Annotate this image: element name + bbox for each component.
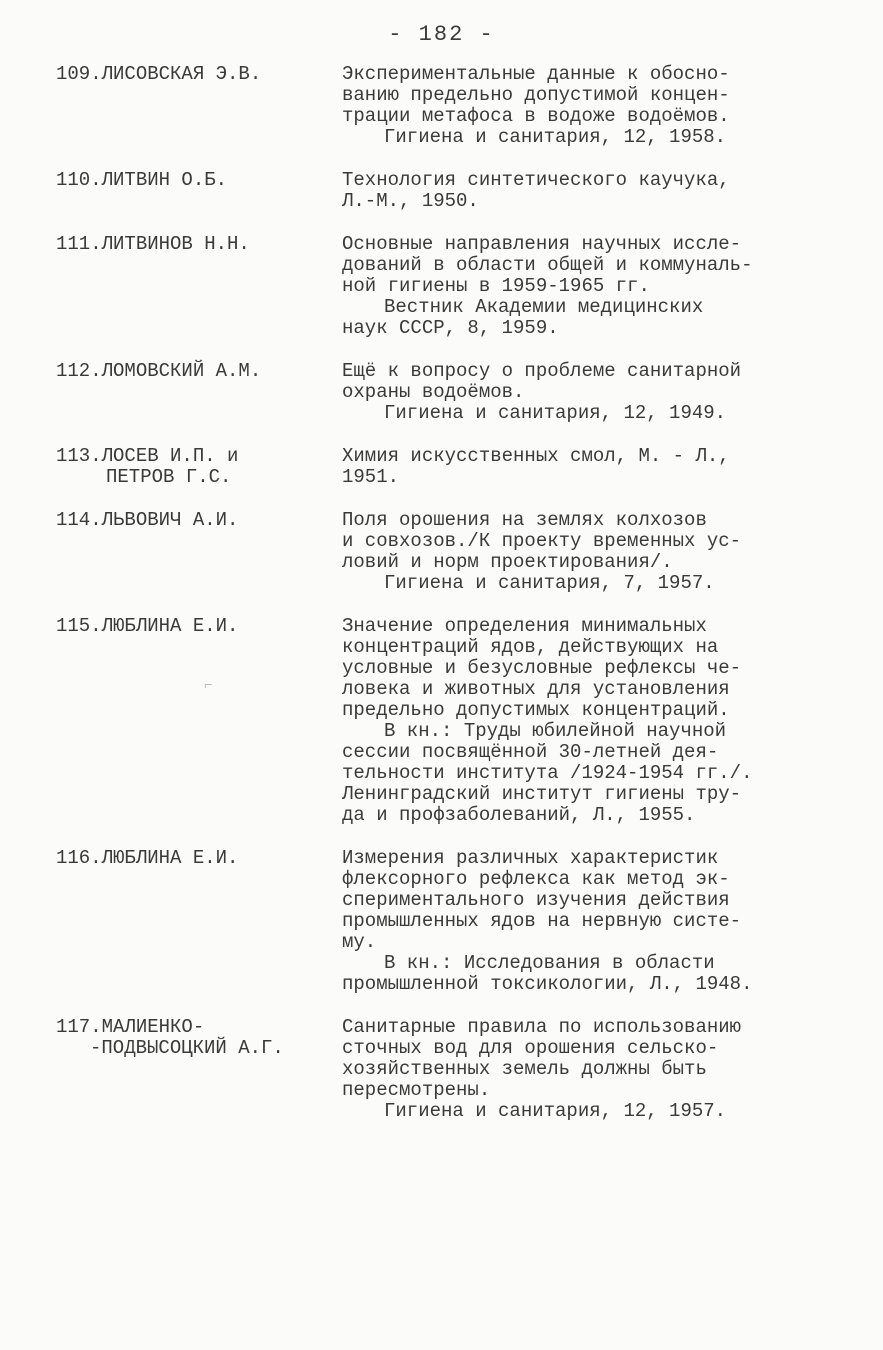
bibliography-entry (56, 1017, 846, 1122)
entry-author-line (56, 234, 342, 255)
entry-author-name: ЛИТВИН О.Б. (101, 169, 228, 191)
entry-title-line: ловий и норм проектирования/. (342, 551, 673, 573)
entry-author (56, 1017, 342, 1122)
entry-title-line: му. (342, 931, 377, 953)
entry-source-line: промышленной токсикологии, Л., 1948. (342, 973, 753, 995)
entry-title-line: Химия искусственных смол, М. - Л., (342, 445, 730, 467)
entry-author-name: МАЛИЕНКО- (101, 1016, 205, 1038)
bibliography-entry (56, 616, 846, 826)
entry-title-line: предельно допустимых концентраций. (342, 699, 730, 721)
entry-author-name: ЛЮБЛИНА Е.И. (101, 615, 239, 637)
entry-author-line (56, 510, 342, 531)
entry-source-line: Вестник Академии медицинских (384, 296, 704, 318)
entry-author-name: ЛЬВОВИЧ А.И. (101, 509, 239, 531)
entry-body (342, 1017, 846, 1122)
smudge-mark: ⌐ (204, 678, 213, 694)
entry-author (56, 170, 342, 212)
entry-body (342, 616, 846, 826)
entry-source-line: Гигиена и санитария, 12, 1949. (384, 402, 727, 424)
entry-author (56, 361, 342, 424)
entry-title-line: ной гигиены в 1959-1965 гг. (342, 275, 650, 297)
page-number: - 182 - (388, 22, 495, 47)
entry-author-line (56, 446, 342, 467)
entry-title-line: Экспериментальные данные к обосно- (342, 63, 730, 85)
entry-author-line (56, 170, 342, 191)
entry-number: 115. (56, 615, 102, 637)
entry-number: 111. (56, 233, 102, 255)
entry-title-line: охраны водоёмов. (342, 381, 525, 403)
entry-source-line: наук СССР, 8, 1959. (342, 317, 559, 339)
entry-author (56, 616, 342, 826)
entry-source-line: да и профзаболеваний, Л., 1955. (342, 804, 696, 826)
entry-title-line: Технология синтетического каучука, (342, 169, 730, 191)
entry-number: 114. (56, 509, 102, 531)
entry-author (56, 510, 342, 594)
entry-author-name: ЛОСЕВ И.П. и (101, 445, 239, 467)
entry-number: 116. (56, 847, 102, 869)
entry-author-name: ЛЮБЛИНА Е.И. (101, 847, 239, 869)
entry-author-line (56, 1017, 342, 1038)
bibliography-entry (56, 446, 846, 488)
entry-title-line: Поля орошения на землях колхозов (342, 509, 707, 531)
entry-title-line: условные и безусловные рефлексы че- (342, 657, 742, 679)
entry-body (342, 170, 846, 212)
entry-author-continuation: ПЕТРОВ Г.С. (106, 466, 232, 488)
entry-body (342, 234, 846, 339)
entry-body (342, 848, 846, 995)
entry-title-line: сточных вод для орошения сельско- (342, 1037, 719, 1059)
bibliography-entry (56, 170, 846, 212)
entry-title-line: Санитарные правила по использованию (342, 1016, 742, 1038)
entry-author-line (56, 616, 342, 637)
entry-author (56, 234, 342, 339)
bibliography-entry (56, 64, 846, 148)
entry-body (342, 64, 846, 148)
entry-title-line: промышленных ядов на нервную систе- (342, 910, 742, 932)
entry-title-line: Л.-М., 1950. (342, 190, 479, 212)
entry-title-line: ловека и животных для установления (342, 678, 730, 700)
entry-number: 113. (56, 445, 102, 467)
entry-author-line (56, 361, 342, 382)
entry-title-line: пересмотрены. (342, 1079, 491, 1101)
entry-body (342, 361, 846, 424)
bibliography-entry (56, 361, 846, 424)
entry-title-line: Основные направления научных иссле- (342, 233, 742, 255)
entry-author-continuation: -ПОДВЫСОЦКИЙ А.Г. (90, 1037, 284, 1059)
entry-title-line: Ещё к вопросу о проблеме санитарной (342, 360, 742, 382)
entry-title-line: трации метафоса в водоже водоёмов. (342, 105, 730, 127)
bibliography-entry (56, 234, 846, 339)
entry-author-name: ЛИТВИНОВ Н.Н. (101, 233, 250, 255)
entry-source-line: Гигиена и санитария, 12, 1958. (384, 126, 727, 148)
entry-body (342, 446, 846, 488)
entry-author (56, 848, 342, 995)
entry-author-line (56, 848, 342, 869)
entry-body (342, 510, 846, 594)
entry-author (56, 64, 342, 148)
entry-title-line: ванию предельно допустимой концен- (342, 84, 730, 106)
entry-title-line: Измерения различных характеристик (342, 847, 719, 869)
entry-title-line: и совхозов./К проекту временных ус- (342, 530, 742, 552)
entry-source-line: Ленинградский институт гигиены тру- (342, 783, 742, 805)
entry-title-line: дований в области общей и коммуналь- (342, 254, 753, 276)
bibliography-entry (56, 510, 846, 594)
entry-author (56, 446, 342, 488)
entry-source-line: тельности института /1924-1954 гг./. (342, 762, 753, 784)
entry-source-line: Гигиена и санитария, 7, 1957. (384, 572, 715, 594)
entry-author-name: ЛОМОВСКИЙ А.М. (101, 360, 262, 382)
entry-number: 117. (56, 1016, 102, 1038)
bibliography-list (56, 64, 846, 1144)
entry-source-line: В кн.: Исследования в области (384, 952, 715, 974)
entry-title-line: хозяйственных земель должны быть (342, 1058, 707, 1080)
bibliography-entry (56, 848, 846, 995)
entry-number: 112. (56, 360, 102, 382)
entry-title-line: спериментального изучения действия (342, 889, 730, 911)
entry-title-line: Значение определения минимальных (342, 615, 707, 637)
entry-number: 110. (56, 169, 102, 191)
entry-title-line: концентраций ядов, действующих на (342, 636, 719, 658)
entry-author-line (56, 64, 342, 85)
entry-title-line: флексорного рефлекса как метод эк- (342, 868, 730, 890)
entry-source-line: В кн.: Труды юбилейной научной (384, 720, 727, 742)
entry-source-line: сессии посвящённой 30-летней дея- (342, 741, 719, 763)
entry-number: 109. (56, 63, 102, 85)
entry-author-name: ЛИСОВСКАЯ Э.В. (101, 63, 262, 85)
entry-source-line: Гигиена и санитария, 12, 1957. (384, 1100, 727, 1122)
entry-title-line: 1951. (342, 466, 400, 488)
